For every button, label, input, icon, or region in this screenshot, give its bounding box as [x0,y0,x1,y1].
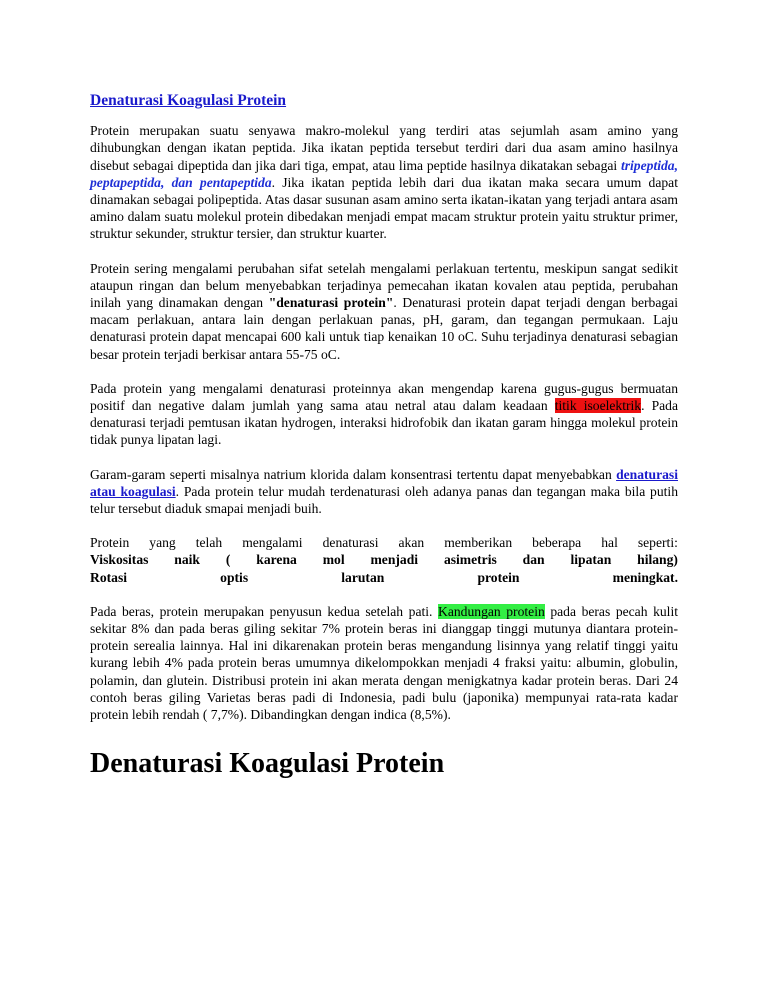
p5-word: seperti: [637,535,678,551]
title-link[interactable]: Denaturasi Koagulasi Protein [90,92,287,109]
p2-text-after: . Denaturasi protein dapat terjadi dengan berbagai macam perlakuan, antara lain dengan perlakuan panas, pH, garam, dan tegangan permukaan. Laju denaturasi protein dapat mencapai 600 kali untuk tiap kenaikan 10 oC. Suhu terjadinya denaturasi sebagian besar protein terjadi berkisar antara 55-75 oC. [90,295,678,362]
p6-text-after: pada beras pecah kulit sekitar 8% dan pada beras giling sekitar 7% protein beras ini dianggap tinggi mutunya diantara protein-protein serealia lainnya. Hal ini dikarenakan protein beras mengandung lisinnya yang relatif tinggi yaitu kurang lebih 4% pada protein beras umumnya dikelompokkan menjadi 4 fraksi yaitu: albumin, globulin, polamin, dan glutein. Distribusi protein ini akan merata dengan menigkatnya kadar protein beras. Dari 24 contoh beras giling Varietas beras padi di Indonesia, padi bulu (japonika) mempunyai rata-rata kadar protein lebih rendah ( 7,7%). Dibandingkan dengan indica (8,5%). [90,603,679,723]
p5-word: akan [398,535,425,551]
p5-row2-word: larutan [341,569,385,585]
paragraph-2 [90,260,678,363]
article-body [90,92,678,781]
p4-text-before: Garam-garam seperti misalnya natrium klorida dalam konsentrasi tertentu dapat menyebabkan [90,466,617,482]
p5-word: telah [195,535,223,551]
p5-row1-word: karena [256,552,297,568]
p5-row1-word: ( [225,552,231,568]
p1-text-after: . Jika ikatan peptida lebih dari dua ikatan maka secara umum dapat dinamakan sebagai polipeptida. Atas dasar susunan asam amino serta ikatan-ikatan yang terjadi antara asam amino dalam suatu molekul protein dibedakan menjadi empat macam struktur protein yaitu struktur primer, struktur sekunder, struktur tersier, dan struktur kuarter. [90,174,678,242]
p5-row1-word: dan [522,552,545,568]
p5-row-1 [90,551,678,568]
paragraph-1 [90,122,678,242]
p5-row1-word: asimetris [443,552,497,568]
p5-row1-word: lipatan [570,552,612,568]
p5-row1-word: hilang) [637,552,678,568]
paragraph-4 [90,466,678,518]
p4-link[interactable]: denaturasi atau koagulasi [90,466,678,499]
p5-row1-word: menjadi [370,552,419,568]
p5-word: yang [149,535,176,551]
section-heading: Denaturasi Koagulasi Protein [90,748,445,780]
p1-text-before: Protein merupakan suatu senyawa makro-molekul yang terdiri atas sejumlah asam amino yang dihubungkan dengan ikatan peptida. Jika ikatan peptida tersebut terdiri dari dua asam amino hasilnya disebut sebagai dipeptida dan jika dari tiga, empat, atau lima peptide hasilnya dikatakan sebagai [90,123,678,173]
p5-row-2 [90,569,678,586]
paragraph-3 [90,380,678,449]
p3-text-before: Pada protein yang mengalami denaturasi proteinnya akan mengendap karena gugus-gugus bermuatan positif dan negative dalam jumlah yang sama atau netral atau dalam keadaan [90,380,678,414]
p4-text-after: . Pada protein telur mudah terdenaturasi oleh adanya panas dan tegangan maka bila putih telur tersebut diaduk smapai menjadi buih. [90,483,679,517]
p5-word: mengalami [242,535,303,551]
p1-emphasis: tripeptida, peptapeptida, dan pentapeptida [90,157,678,190]
p5-word: beberapa [532,535,582,551]
p5-row1-word: mol [322,552,345,568]
p5-row2-word: meningkat. [612,569,678,585]
p6-text-before: Pada beras, protein merupakan penyusun kedua setelah pati. [90,603,439,619]
p5-row2-word: Rotasi [90,569,128,585]
p5-row1-word: naik [174,552,200,568]
p5-word: denaturasi [322,535,379,551]
p5-row2-word: protein [477,569,520,585]
p6-highlight: Kandungan protein [438,603,545,619]
p5-word: memberikan [444,535,513,551]
p2-text-before: Protein sering mengalami perubahan sifat setelah mengalami perlakuan tertentu, meskipun sangat sedikit ataupun ringan dan belum menyebabkan terjadinya pemecahan ikatan kovalen atau peptida, perubahan inilah yang dinamakan dengan [90,260,678,311]
p5-word: hal [601,535,618,551]
p3-text-after: . Pada denaturasi terjadi pemtusan ikatan hydrogen, interaksi hidrofobik dan ikatan garam hingga molekul protein tidak punya lipatan lagi. [90,398,679,448]
p3-highlight: titik isoelektrik [554,398,642,414]
paragraph-5 [90,534,678,586]
p5-row1-word: Viskositas [90,552,149,568]
p5-word: Protein [90,535,130,551]
p5-lead-line [90,534,678,551]
p5-row2-word: optis [220,569,249,585]
p2-bold-term: "denaturasi protein" [268,295,394,311]
paragraph-6 [90,603,678,723]
